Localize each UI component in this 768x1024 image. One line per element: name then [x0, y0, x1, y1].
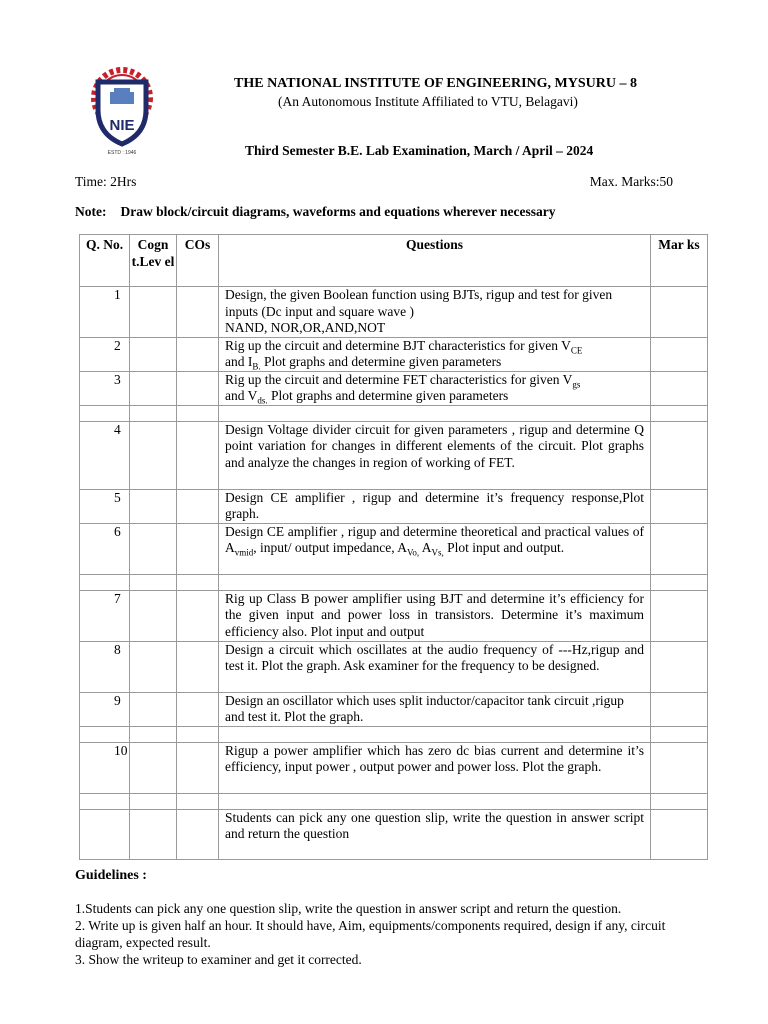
spacer-row — [80, 793, 708, 809]
question-text: Design CE amplifier , rigup and determine it’s frequency response,Plot graph. — [219, 489, 651, 523]
question-text: Rig up the circuit and determine BJT characteristics for given $V_{CE}$ and $I_{B.}$ Plot graphs and determine given parameters — [219, 337, 651, 371]
spacer-row — [80, 726, 708, 742]
logo-estd: ESTD : 1946 — [107, 150, 137, 156]
note — [75, 204, 555, 220]
institute-affiliation: (An Autonomous Institute Affiliated to VTU, Belagavi) — [278, 94, 578, 109]
question-text: Design a circuit which oscillates at the audio frequency of ---Hz,rigup and test it. Plot the graph. Ask examiner for the frequency to be designed. — [219, 641, 651, 692]
header-no: Q. No. — [80, 235, 130, 287]
table-row — [80, 337, 708, 371]
table-row — [80, 692, 708, 726]
header-marks: Mar ks — [651, 235, 708, 287]
table-row — [80, 287, 708, 338]
table-row — [80, 371, 708, 405]
guideline-item: 2. Write up is given half an hour. It should have, Aim, equipments/components required, design if any, circuit diagram, expected result. — [75, 918, 666, 950]
header-level: Cogn t.Lev el — [130, 235, 177, 287]
question-text: Design an oscillator which uses split inductor/capacitor tank circuit ,rigup and test it. Plot the graph. — [219, 692, 651, 726]
q-no: 4 — [114, 421, 121, 437]
max-marks: Max. Marks:50 — [589, 174, 673, 189]
q-no: 6 — [114, 523, 121, 539]
question-text: Design, the given Boolean function using BJTs, rigup and test for given inputs (Dc input and square wave ) NAND, NOR,OR,AND,NOT — [219, 287, 651, 338]
question-text: Rig up Class B power amplifier using BJT and determine it’s efficiency for the given input and power loss in transistors. Determine it’s maximum efficiency also. Plot input and output — [219, 590, 651, 641]
q-no: 1 — [114, 287, 121, 302]
guideline-item: 1.Students can pick any one question slip, write the question in answer script and return the question. — [75, 901, 622, 916]
q-no: 7 — [114, 590, 121, 606]
logo-text: NIE — [109, 117, 135, 134]
exam-title: Third Semester B.E. Lab Examination, March / April – 2024 — [245, 143, 594, 158]
q-no: 3 — [114, 371, 121, 387]
institute-name: THE NATIONAL INSTITUTE OF ENGINEERING, MYSURU – 8 — [234, 76, 637, 91]
questions-table — [79, 234, 708, 860]
table-row — [80, 523, 708, 574]
note-label: Note: — [75, 204, 107, 219]
q-no: 5 — [114, 489, 121, 505]
question-text: Rig up the circuit and determine FET characteristics for given $V_{gs}$ and $V_{ds.}$ Plot graphs and determine given parameters — [219, 371, 651, 405]
q-no: 2 — [114, 337, 121, 353]
question-text: Design Voltage divider circuit for given parameters , rigup and determine Q point variation for changes in different elements of the circuit. Plot graphs and analyze the changes in region of working of FET. — [219, 421, 651, 489]
q-no: 9 — [114, 692, 121, 708]
institute-logo — [88, 64, 156, 156]
header-questions: Questions — [219, 235, 651, 287]
question-text: Design CE amplifier , rigup and determine theoretical and practical values of $A_{vmid}$, input/ output impedance, $A_{Vo,}$ $A_{Vs,}$ Plot input and output. — [219, 523, 651, 574]
spacer-row — [80, 574, 708, 590]
question-text: Students can pick any one question slip, write the question in answer script and return the question — [219, 809, 651, 859]
table-row — [80, 489, 708, 523]
note-text: Draw block/circuit diagrams, waveforms and equations wherever necessary — [120, 204, 556, 219]
table-row — [80, 590, 708, 641]
exam-time: Time: 2Hrs — [75, 174, 137, 189]
guideline-item: 3. Show the writeup to examiner and get it corrected. — [75, 952, 362, 967]
table-header-row — [80, 235, 708, 287]
q-no: 10 — [114, 742, 128, 758]
header-cos: COs — [177, 235, 219, 287]
spacer-row — [80, 405, 708, 421]
table-row — [80, 641, 708, 692]
table-row — [80, 421, 708, 489]
q-no: 8 — [114, 641, 121, 657]
guidelines-list — [75, 900, 715, 968]
question-text: Rigup a power amplifier which has zero dc bias current and determine it’s efficiency, input power , output power and power loss. Plot the graph. — [219, 742, 651, 793]
guidelines-title: Guidelines : — [75, 868, 147, 883]
table-row — [80, 809, 708, 859]
table-row — [80, 742, 708, 793]
